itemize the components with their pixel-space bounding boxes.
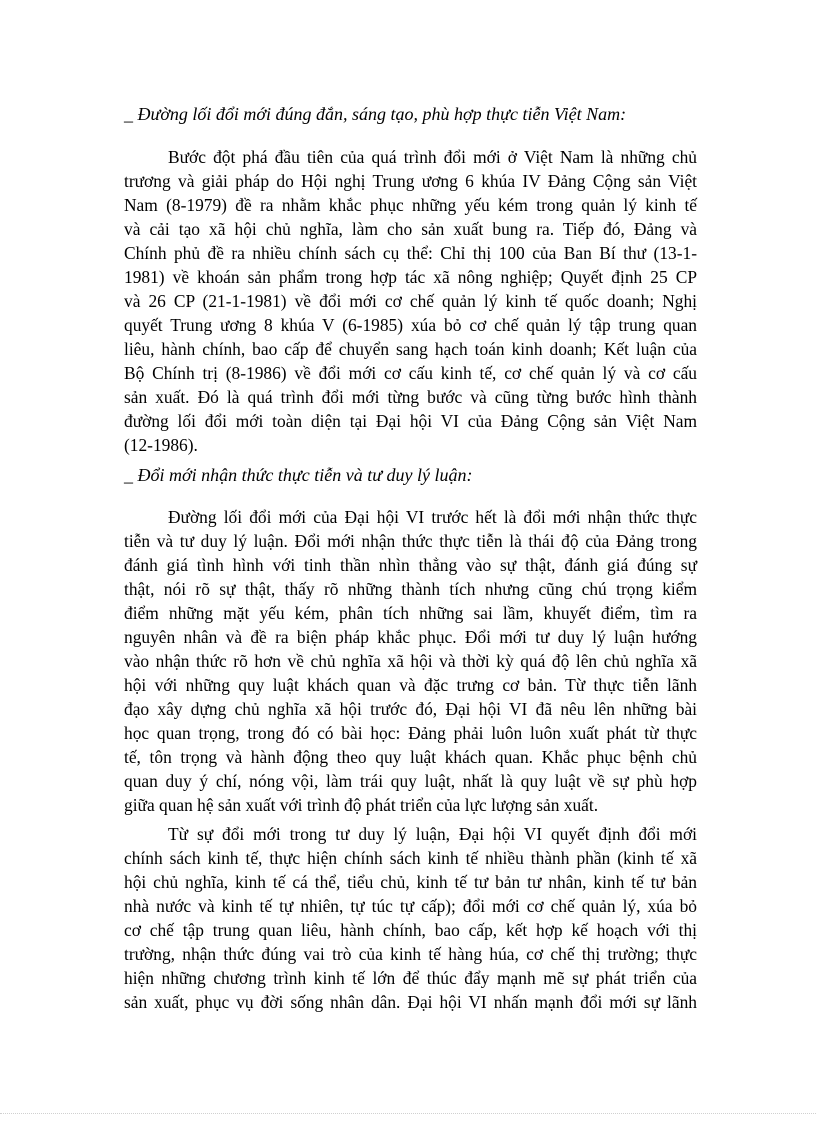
paragraph-line: (12-1986). <box>124 435 198 455</box>
page-bottom-divider <box>0 1113 816 1114</box>
paragraph-2 <box>124 505 697 817</box>
paragraph-line: quan duy ý chí, nóng vội, làm trái quy luật, nhất là quy luật về sự phù hợp <box>124 771 697 791</box>
paragraph-line: trương và giải pháp do Hội nghị Trung ương 6 khúa IV Đảng Cộng sản Việt <box>124 171 697 191</box>
paragraph-1 <box>124 145 697 457</box>
paragraph-line: sản xuất, phục vụ đời sống nhân dân. Đại hội VI nhấn mạnh đổi mới sự lãnh <box>124 992 697 1012</box>
paragraph-line: hội chủ nghĩa, kinh tế cá thể, tiểu chủ, kinh tế tư bản tư nhân, kinh tế tư bản <box>124 872 697 892</box>
paragraph-line: trường, nhận thức đúng vai trò của kinh tế hàng húa, cơ chế thị trường; thực <box>124 944 697 964</box>
paragraph-line: hội với những quy luật khách quan và đặc trưng cơ bản. Từ thực tiễn lãnh <box>124 675 697 695</box>
paragraph-line: Từ sự đổi mới trong tư duy lý luận, Đại hội VI quyết định đổi mới <box>168 824 697 844</box>
paragraph-line: sản xuất. Đó là quá trình đổi mới từng bước và cũng từng bước hình thành <box>124 387 697 407</box>
paragraph-line: học quan trọng, trong đó có bài học: Đảng phải luôn luôn xuất phát từ thực <box>124 723 697 743</box>
paragraph-line: đạo xây dựng chủ nghĩa xã hội trước đó, Đại hội VI đã nêu lên những bài <box>124 699 697 719</box>
paragraph-line: vào nhận thức rõ hơn về chủ nghĩa xã hội và thời kỳ quá độ lên chủ nghĩa xã <box>124 651 697 671</box>
section-heading-2: _ Đổi mới nhận thức thực tiễn và tư duy lý luận: <box>124 465 473 485</box>
paragraph-line: điểm những mặt yếu kém, phân tích những sai lầm, khuyết điểm, tìm ra <box>124 603 697 623</box>
paragraph-line: nhà nước và kinh tế tự nhiên, tự túc tự cấp); đổi mới cơ chế quản lý, xúa bỏ <box>124 896 697 916</box>
paragraph-line: chính sách kinh tế, thực hiện chính sách kinh tế nhiều thành phần (kinh tế xã <box>124 848 697 868</box>
paragraph-line: Bộ Chính trị (8-1986) về đổi mới cơ cấu kinh tế, cơ chế quản lý và cơ cấu <box>124 363 697 383</box>
paragraph-line: quyết Trung ương 8 khúa V (6-1985) xúa bỏ cơ chế quản lý tập trung quan <box>124 315 697 335</box>
paragraph-3 <box>124 822 697 1014</box>
paragraph-line: 1981) về khoán sản phẩm trong hợp tác xã nông nghiệp; Quyết định 25 CP <box>124 267 697 287</box>
paragraph-line: và cải tạo xã hội chủ nghĩa, làm cho sản xuất bung ra. Tiếp đó, Đảng và <box>124 219 697 239</box>
paragraph-line: thật, nói rõ sự thật, thấy rõ những thành tích nhưng cũng chú trọng kiểm <box>124 579 697 599</box>
paragraph-line: nguyên nhân và đề ra biện pháp khắc phục. Đổi mới tư duy lý luận hướng <box>124 627 697 647</box>
paragraph-line: tiễn và tư duy lý luận. Đổi mới nhận thức thực tiễn là thái độ của Đảng trong <box>124 531 697 551</box>
paragraph-line: Đường lối đổi mới của Đại hội VI trước hết là đổi mới nhận thức thực <box>168 507 697 527</box>
paragraph-line: hiện những chương trình kinh tế lớn để thúc đẩy mạnh mẽ sự phát triển của <box>124 968 697 988</box>
paragraph-line: tế, tôn trọng và hành động theo quy luật khách quan. Khắc phục bệnh chủ <box>124 747 697 767</box>
paragraph-line: liêu, hành chính, bao cấp để chuyển sang hạch toán kinh doanh; Kết luận của <box>124 339 697 359</box>
paragraph-line: cơ chế tập trung quan liêu, hành chính, bao cấp, kết hợp kế hoạch với thị <box>124 920 697 940</box>
paragraph-line: Nam (8-1979) đề ra nhằm khắc phục những yếu kém trong quản lý kinh tế <box>124 195 697 215</box>
paragraph-line: Chính phủ đề ra nhiều chính sách cụ thể: Chỉ thị 100 của Ban Bí thư (13-1- <box>124 243 697 263</box>
paragraph-line: đường lối đổi mới toàn diện tại Đại hội VI của Đảng Cộng sản Việt Nam <box>124 411 697 431</box>
section-heading-1: _ Đường lối đổi mới đúng đắn, sáng tạo, phù hợp thực tiễn Việt Nam: <box>124 104 627 124</box>
paragraph-line: Bước đột phá đầu tiên của quá trình đổi mới ở Việt Nam là những chủ <box>168 147 697 167</box>
paragraph-line: và 26 CP (21-1-1981) về đổi mới cơ chế quản lý kinh tế quốc doanh; Nghị <box>124 291 697 311</box>
paragraph-line: đánh giá tình hình với tinh thần nhìn thẳng vào sự thật, đánh giá đúng sự <box>124 555 697 575</box>
paragraph-line: giữa quan hệ sản xuất với trình độ phát triển của lực lượng sản xuất. <box>124 795 599 815</box>
